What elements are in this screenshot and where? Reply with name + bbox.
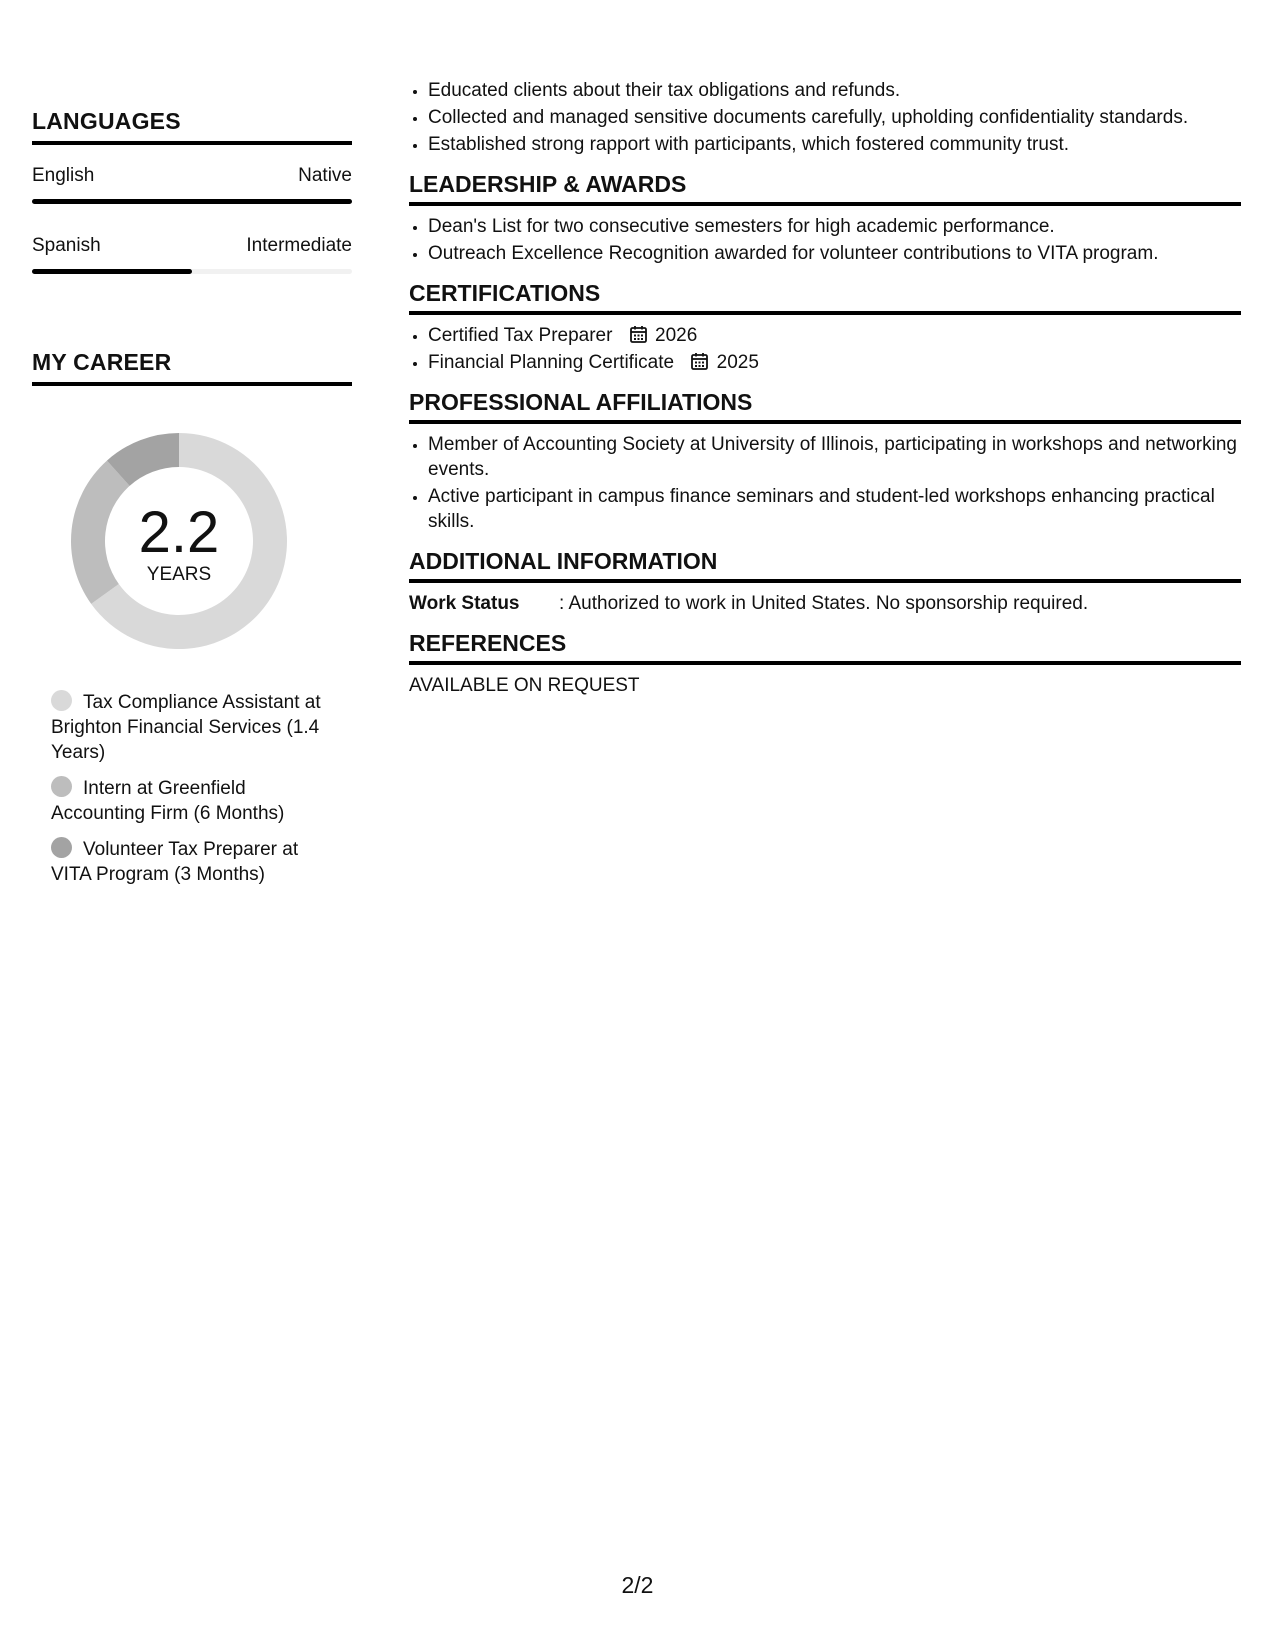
language-proficiency-track: [32, 199, 352, 204]
list-item: • Established strong rapport with participants, which fostered community trust.: [428, 132, 1241, 157]
language-proficiency-bar: [32, 269, 192, 274]
language-proficiency-bar: [32, 199, 352, 204]
career-total-value: 2.2: [138, 500, 220, 565]
section-heading: CERTIFICATIONS: [409, 278, 1241, 315]
languages-heading: LANGUAGES: [32, 108, 352, 145]
list-item: • Dean's List for two consecutive semesters for high academic performance.: [428, 214, 1241, 239]
references-text: AVAILABLE ON REQUEST: [409, 675, 640, 696]
certification-name: Financial Planning Certificate: [428, 352, 675, 373]
experience-bullets: [409, 78, 1241, 157]
list-item: • Member of Accounting Society at University of Illinois, participating in workshops and networking events.: [428, 432, 1241, 482]
career-legend: [51, 690, 341, 898]
language-name: English: [32, 165, 95, 186]
language-level: Intermediate: [246, 235, 352, 256]
legend-dot-icon: [51, 837, 72, 858]
work-status-value: : Authorized to work in United States. No sponsorship required.: [559, 593, 1089, 614]
certification-year: 2025: [716, 352, 759, 373]
career-total-unit: YEARS: [146, 564, 212, 585]
certification-item: [428, 323, 1241, 348]
affiliations-section: [409, 387, 1241, 534]
certification-name: Certified Tax Preparer: [428, 325, 613, 346]
legend-label: Tax Compliance Assistant at Brighton Financial Services (1.4 Years): [51, 692, 321, 763]
certification-item: [428, 350, 1241, 375]
section-heading: REFERENCES: [409, 628, 1241, 665]
legend-dot-icon: [51, 776, 72, 797]
career-donut-chart: [66, 428, 292, 654]
calendar-icon: [630, 325, 647, 343]
language-row-spanish: [32, 234, 352, 286]
list-item: • Active participant in campus finance seminars and student-led workshops enhancing practical skills.: [428, 484, 1241, 534]
legend-dot-icon: [51, 690, 72, 711]
calendar-icon: [691, 352, 708, 370]
legend-label: Volunteer Tax Preparer at VITA Program (3 Months): [51, 839, 299, 885]
career-legend-item: [51, 776, 341, 826]
work-status-label: Work Status: [409, 593, 520, 614]
certification-year: 2026: [655, 325, 698, 346]
career-heading: MY CAREER: [32, 349, 352, 386]
section-heading: LEADERSHIP & AWARDS: [409, 169, 1241, 206]
section-heading: ADDITIONAL INFORMATION: [409, 546, 1241, 583]
main-content: [409, 78, 1241, 698]
leadership-section: [409, 169, 1241, 266]
career-legend-item: [51, 837, 341, 887]
work-status-row: [409, 591, 1241, 616]
language-level: Native: [298, 165, 352, 186]
section-heading: PROFESSIONAL AFFILIATIONS: [409, 387, 1241, 424]
certifications-section: [409, 278, 1241, 375]
language-proficiency-track: [32, 269, 352, 274]
list-item: • Outreach Excellence Recognition awarded for volunteer contributions to VITA program.: [428, 241, 1241, 266]
references-section: [409, 628, 1241, 698]
language-row-english: [32, 164, 352, 216]
page-number: 2/2: [621, 1572, 654, 1598]
legend-label: Intern at Greenfield Accounting Firm (6 Months): [51, 778, 285, 824]
language-name: Spanish: [32, 235, 101, 256]
career-legend-item: [51, 690, 341, 765]
list-item: • Collected and managed sensitive documents carefully, upholding confidentiality standards.: [428, 105, 1241, 130]
list-item: • Educated clients about their tax obligations and refunds.: [428, 78, 1241, 103]
additional-info-section: [409, 546, 1241, 616]
